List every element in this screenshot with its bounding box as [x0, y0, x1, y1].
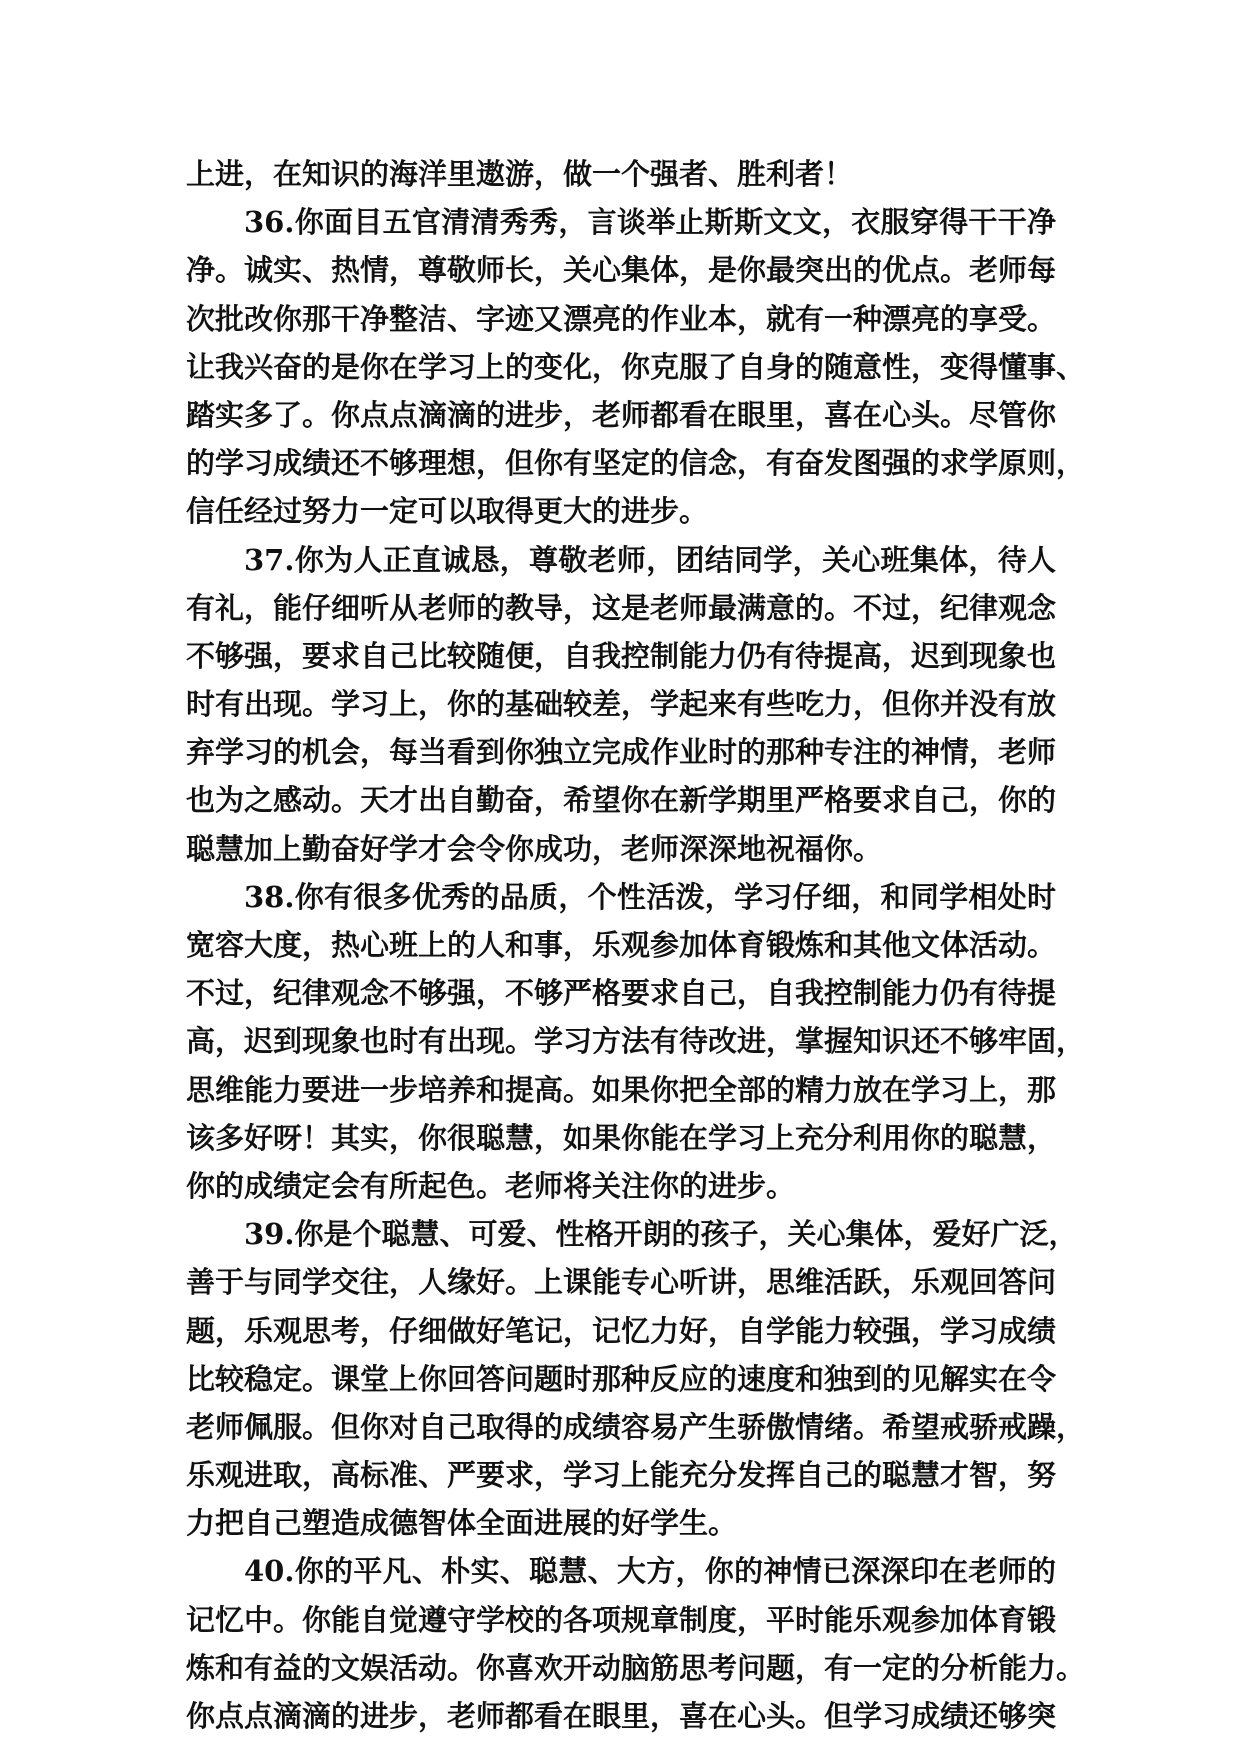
text-line: 乐观进取，高标准、严要求，学习上能充分发挥自己的聪慧才智，努 — [186, 1458, 1057, 1493]
text-line: 老师佩服。但你对自己取得的成绩容易产生骄傲情绪。希望戒骄戒躁， — [186, 1409, 1086, 1444]
text-line: 该多好呀！其实，你很聪慧，如果你能在学习上充分利用你的聪慧， — [186, 1120, 1057, 1155]
text-line: 记忆中。你能自觉遵守学校的各项规章制度，平时能乐观参加体育锻 — [186, 1602, 1057, 1637]
text-line: 善于与同学交往，人缘好。上课能专心听讲，思维活跃，乐观回答问 — [186, 1265, 1057, 1300]
text-line: 题，乐观思考，仔细做好笔记，记忆力好，自学能力较强，学习成绩 — [186, 1313, 1057, 1348]
text-line: 时有出现。学习上，你的基础较差，学起来有些吃力，但你并没有放 — [186, 687, 1057, 722]
text-line: 炼和有益的文娱活动。你喜欢开动脑筋思考问题，有一定的分析能力。 — [186, 1650, 1086, 1685]
paragraph-39-start: 39.你是个聪慧、可爱、性格开朗的孩子，关心集体，爱好广泛， — [244, 1217, 1078, 1252]
paragraph-37-start: 37.你为人正直诚恳，尊敬老师，团结同学，关心班集体，待人 — [244, 542, 1056, 577]
text-line: 让我兴奋的是你在学习上的变化，你克服了自身的随意性，变得懂事、 — [186, 349, 1086, 384]
text-line: 信任经过努力一定可以取得更大的进步。 — [186, 494, 709, 529]
text-line: 宽容大度，热心班上的人和事，乐观参加体育锻炼和其他文体活动。 — [186, 928, 1057, 962]
text-line: 次批改你那干净整洁、字迹又漂亮的作业本，就有一种漂亮的享受。 — [186, 301, 1057, 336]
text-line: 的学习成绩还不够理想，但你有坚定的信念，有奋发图强的求学原则， — [186, 446, 1086, 481]
text-line: 思维能力要进一步培养和提高。如果你把全部的精力放在学习上，那 — [186, 1072, 1057, 1107]
text-line: 不过，纪律观念不够强，不够严格要求自己，自我控制能力仍有待提 — [186, 976, 1057, 1011]
text-line: 比较稳定。课堂上你回答问题时那种反应的速度和独到的见解实在令 — [186, 1361, 1057, 1396]
paragraph-38-start: 38.你有很多优秀的品质，个性活泼，学习仔细，和同学相处时 — [244, 879, 1056, 914]
text-line: 也为之感动。天才出自勤奋，希望你在新学期里严格要求自己，你的 — [186, 783, 1057, 818]
text-line: 不够强，要求自己比较随便，自我控制能力仍有待提高，迟到现象也 — [186, 638, 1057, 673]
text-line: 你点点滴滴的进步，老师都看在眼里，喜在心头。但学习成绩还够突 — [186, 1699, 1057, 1733]
text-line: 高，迟到现象也时有出现。学习方法有待改进，掌握知识还不够牢固， — [186, 1024, 1086, 1059]
text-line: 弃学习的机会，每当看到你独立完成作业时的那种专注的神情，老师 — [186, 735, 1057, 770]
text-line: 踏实多了。你点点滴滴的进步，老师都看在眼里，喜在心头。尽管你 — [186, 397, 1057, 432]
paragraph-36-start: 36.你面目五官清清秀秀，言谈举止斯斯文文，衣服穿得干干净 — [244, 205, 1056, 240]
text-line: 聪慧加上勤奋好学才会令你成功，老师深深地祝福你。 — [186, 831, 883, 866]
text-line: 力把自己塑造成德智体全面进展的好学生。 — [186, 1506, 738, 1541]
text-line: 有礼，能仔细听从老师的教导，这是老师最满意的。不过，纪律观念 — [186, 590, 1057, 625]
text-line: 净。诚实、热情，尊敬师长，关心集体，是你最突出的优点。老师每 — [186, 253, 1057, 288]
text-line: 上进，在知识的海洋里遨游，做一个强者、胜利者！ — [186, 157, 854, 191]
text-line: 你的成绩定会有所起色。老师将关注你的进步。 — [186, 1168, 796, 1203]
document-page — [186, 150, 1086, 1740]
paragraph-40-start: 40.你的平凡、朴实、聪慧、大方，你的神情已深深印在老师的 — [244, 1554, 1056, 1589]
